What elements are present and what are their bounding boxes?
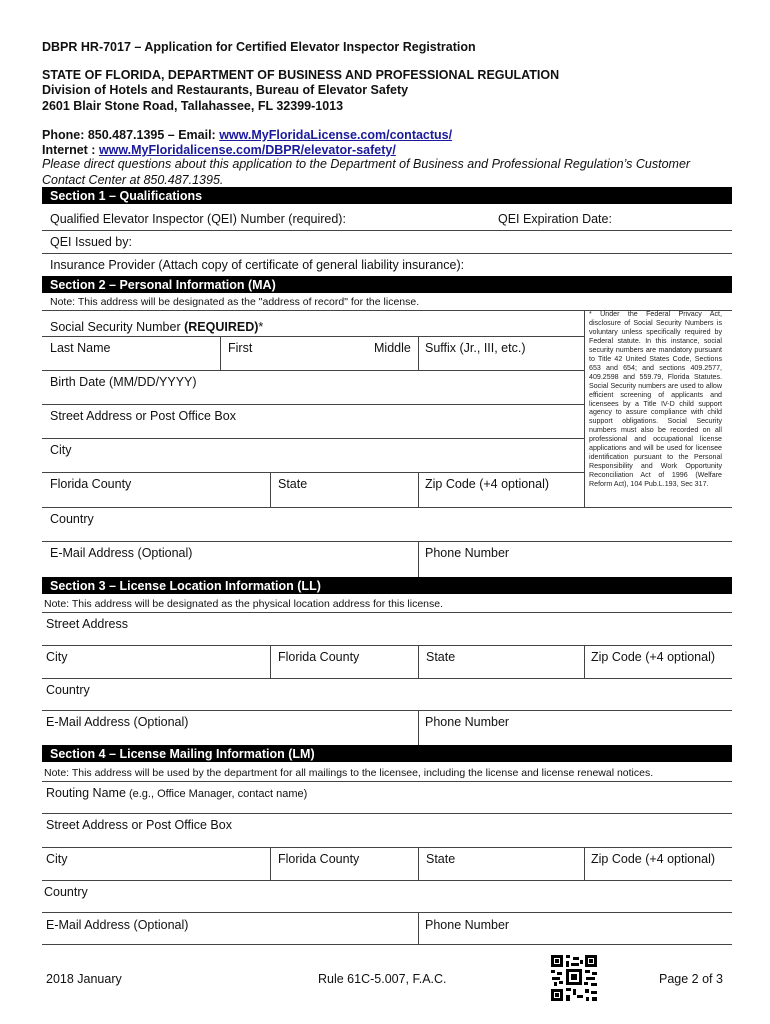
divider (42, 370, 584, 371)
divider (418, 541, 419, 577)
contact-instructions: Please direct questions about this application to the Department of Business and Professional Regulation’s Customer Contact Center at 850.487.1395. (42, 157, 691, 187)
divider (42, 678, 732, 679)
mailing-street-label: Street Address or Post Office Box (46, 818, 232, 832)
divider (270, 847, 271, 880)
divider (42, 880, 732, 881)
divider (42, 612, 732, 613)
internet-label: Internet : (42, 143, 99, 157)
divider (584, 310, 585, 507)
location-email-label: E-Mail Address (Optional) (46, 715, 189, 729)
section-4-header: Section 4 – License Mailing Information (LM) (42, 745, 732, 762)
divider (584, 645, 585, 678)
middle-name-label: Middle (374, 341, 411, 355)
section-3-note: Note: This address will be designated as the physical location address for this license. (44, 598, 444, 610)
divider (42, 847, 732, 848)
county-label: Florida County (50, 477, 132, 491)
first-name-label: First (228, 341, 253, 355)
country-label: Country (50, 512, 94, 526)
section-2-note: Note: This address will be designated as the "address of record" for the license. (50, 296, 420, 308)
phone-label: Phone Number (425, 546, 510, 560)
divider (42, 230, 732, 231)
agency-address: 2601 Blair Stone Road, Tallahassee, FL 32399-1013 (42, 99, 344, 113)
mailing-country-label: Country (44, 885, 88, 899)
footer-date: 2018 January (46, 972, 122, 986)
divider (42, 645, 732, 646)
divider (42, 253, 732, 254)
divider (220, 336, 221, 370)
ssn-required: (REQUIRED) (184, 320, 259, 334)
agency-division: Division of Hotels and Restaurants, Bureau of Elevator Safety (42, 83, 409, 97)
location-state-label: State (426, 650, 456, 664)
divider (584, 847, 585, 880)
birth-date-label: Birth Date (MM/DD/YYYY) (50, 375, 197, 389)
contact-email-link[interactable]: www.MyFloridaLicense.com/contactus/ (219, 128, 453, 142)
section-3-header: Section 3 – License Location Information (LL) (42, 577, 732, 594)
divider (42, 336, 584, 337)
footer-page-number: Page 2 of 3 (659, 972, 723, 986)
footer-rule: Rule 61C-5.007, F.A.C. (318, 972, 447, 986)
location-phone-label: Phone Number (425, 715, 510, 729)
routing-name-text: Routing Name (46, 786, 126, 800)
qei-expiration-label: QEI Expiration Date: (498, 212, 612, 226)
section-2-header: Section 2 – Personal Information (MA) (42, 276, 732, 293)
mailing-state-label: State (426, 852, 456, 866)
divider (42, 912, 732, 913)
location-city-label: City (46, 650, 68, 664)
divider (42, 944, 732, 945)
divider (42, 507, 732, 508)
divider (42, 404, 584, 405)
qr-code-icon (551, 955, 597, 1001)
section-1-header: Section 1 – Qualifications (42, 187, 732, 204)
divider (270, 472, 271, 507)
email-label: E-Mail Address (Optional) (50, 546, 193, 560)
divider (42, 472, 584, 473)
location-zip-label: Zip Code (+4 optional) (591, 650, 716, 664)
divider (42, 541, 732, 542)
city-label: City (50, 443, 72, 457)
divider (42, 438, 584, 439)
mailing-phone-label: Phone Number (425, 918, 510, 932)
location-country-label: Country (46, 683, 90, 697)
state-label: State (278, 477, 308, 491)
privacy-act-notice: * Under the Federal Privacy Act, disclosure of Social Security Numbers is voluntary unless specifically required by Federal statute. In this instance, social security numbers are mandatory pursuant to Title 42 United States Code, Sections 653 and 654; and sections 409.2577, 409.2598 and 559.79, Florida Statutes. Social Security numbers are used to allow efficient screening of applicants and licensees by a Title IV-D child support agency to assure compliance with child support obligations. Social Security numbers must also be recorded on all professional and occupational license applications and will be used for licensee identification pursuant to the Personal Responsibility and Work Opportunity Reconciliation Act of 1996 (Welfare Reform Act), 104 Pub.L.193, Sec 317. (589, 310, 722, 489)
qei-number-label: Qualified Elevator Inspector (QEI) Number (required): (50, 212, 346, 226)
divider (42, 813, 732, 814)
mailing-city-label: City (46, 852, 68, 866)
divider (418, 710, 419, 745)
divider (418, 912, 419, 944)
routing-name-hint: (e.g., Office Manager, contact name) (125, 788, 308, 800)
divider (418, 472, 419, 507)
agency-name: STATE OF FLORIDA, DEPARTMENT OF BUSINESS AND PROFESSIONAL REGULATION (42, 68, 560, 82)
section-4-note: Note: This address will be used by the department for all mailings to the licensee, including the license and license renewal notices. (44, 767, 654, 779)
mailing-county-label: Florida County (278, 852, 360, 866)
qei-issued-by-label: QEI Issued by: (50, 235, 132, 249)
street-address-label: Street Address or Post Office Box (50, 409, 236, 423)
zip-label: Zip Code (+4 optional) (425, 477, 550, 491)
divider (42, 710, 732, 711)
location-county-label: Florida County (278, 650, 360, 664)
internet-link[interactable]: www.MyFloridalicense.com/DBPR/elevator-safety/ (98, 143, 396, 157)
mailing-email-label: E-Mail Address (Optional) (46, 918, 189, 932)
phone-email-label: Phone: 850.487.1395 – Email: (42, 128, 220, 142)
suffix-label: Suffix (Jr., III, etc.) (425, 341, 526, 355)
divider (42, 781, 732, 782)
divider (418, 847, 419, 880)
routing-name-label (46, 785, 307, 802)
last-name-label: Last Name (50, 341, 111, 355)
divider (270, 645, 271, 678)
location-street-label: Street Address (46, 617, 128, 631)
divider (418, 336, 419, 370)
insurance-provider-label: Insurance Provider (Attach copy of certificate of general liability insurance): (50, 258, 465, 272)
ssn-label-text: Social Security Number (50, 320, 185, 334)
ssn-label (50, 319, 263, 335)
divider (418, 645, 419, 678)
mailing-zip-label: Zip Code (+4 optional) (591, 852, 716, 866)
form-title: DBPR HR-7017 – Application for Certified Elevator Inspector Registration (42, 40, 476, 54)
contact-phone-email (42, 127, 452, 143)
ssn-asterisk: * (258, 320, 264, 334)
